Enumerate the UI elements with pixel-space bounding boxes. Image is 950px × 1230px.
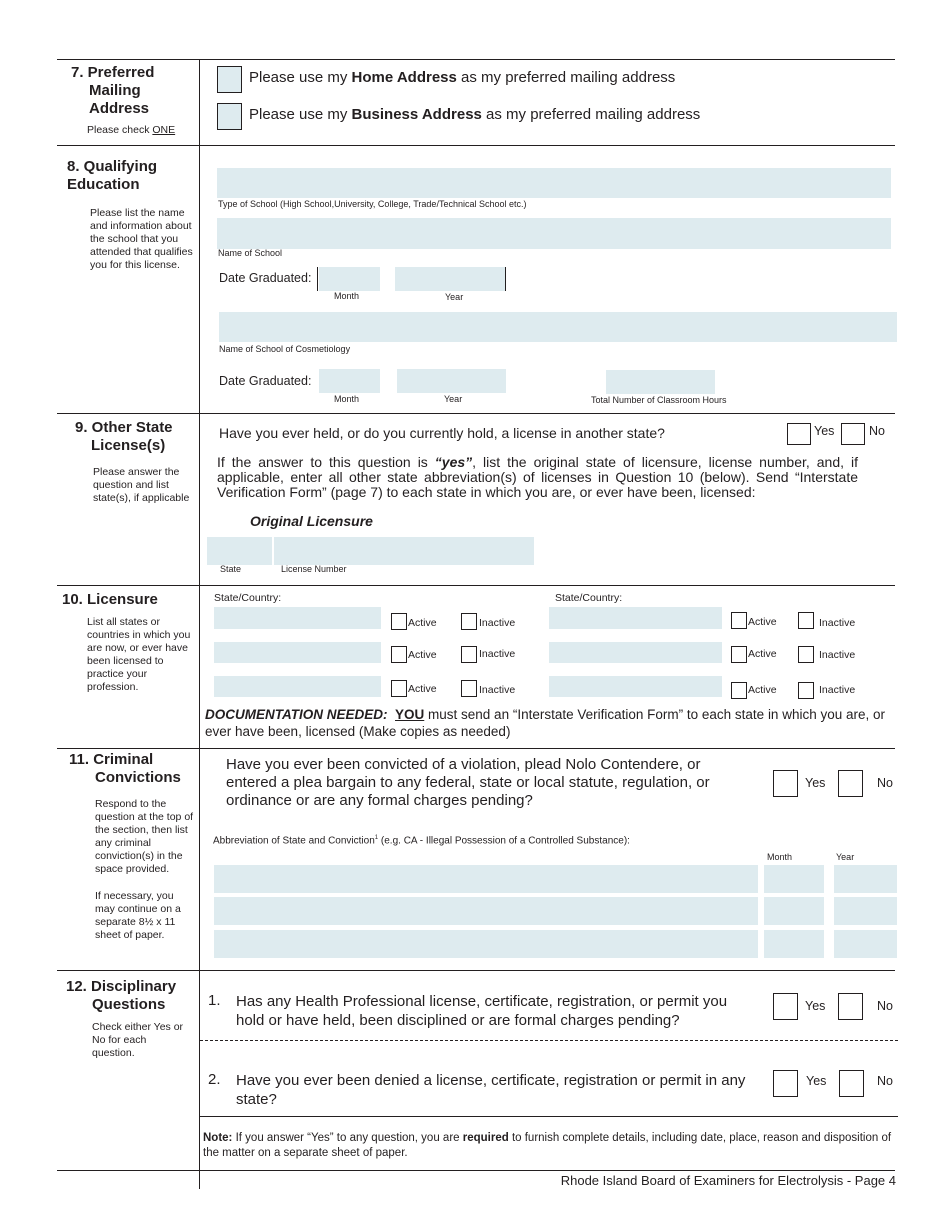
inactive-label: Inactive [479,617,516,629]
section-10-help: List all states or countries in which you are now, or ever have been licensed to practice your profession. [87,616,191,693]
active-label: Active [408,683,437,695]
month-caption: Month [334,291,360,301]
name-of-school-field[interactable] [217,218,891,249]
instr-post: , list the original state of licensure, license number, and, if applicable, enter all other state abbreviation(s) of licenses in Question 10 (below). Send “Interstate Verification Form” (page 7) to each state in which you are, or ever have been, licensed: [217,454,858,500]
instr-pre: If the answer to this question is [217,454,435,470]
conviction-abbreviation-caption [213,833,630,846]
type-of-school-caption: Type of School (High School,University, College, Trade/Technical School etc.) [218,199,527,209]
conviction-year-field[interactable] [834,897,897,925]
name-of-school-caption: Name of School [218,248,283,258]
classroom-hours-caption: Total Number of Classroom Hours [591,395,727,405]
q2-no-checkbox[interactable] [839,1070,864,1097]
date-graduated-label-2: Date Graduated: [219,374,312,388]
conviction-month-field[interactable] [764,897,824,925]
active-label: Active [748,684,777,696]
other-state-no-checkbox[interactable] [841,423,865,445]
section-divider [57,413,895,414]
section-divider [57,145,895,146]
active-checkbox[interactable] [391,613,407,630]
option-pre: Please use my [249,106,352,123]
year-caption-2: Year [444,394,463,404]
option-bold: Home Address [351,69,457,86]
documentation-needed-notice [205,706,898,740]
active-label: Active [408,649,437,661]
help-text: Please check [87,124,153,136]
note-rule [200,1116,898,1117]
conviction-year-field[interactable] [834,865,897,893]
conviction-field[interactable] [214,865,758,893]
no-label: No [877,999,893,1013]
section-11-title: 11. Criminal Convictions [69,751,181,786]
inactive-checkbox[interactable] [461,680,477,697]
state-country-field[interactable] [549,607,722,629]
section-12-title: 12. Disciplinary Questions [66,978,177,1013]
inactive-checkbox[interactable] [798,612,814,629]
instr-emph: “yes” [434,454,473,470]
section-12-help: Check either Yes or No for each question. [92,1021,184,1059]
inactive-label: Inactive [819,617,856,629]
section-9-help: Please answer the question and list state(s), if applicable [93,466,190,504]
yes-label: Yes [806,1074,827,1088]
option-pre: Please use my [249,69,352,86]
cosmetology-school-field[interactable] [219,312,897,342]
disciplinary-question-1: Has any Health Professional license, certificate, registration, or permit you hold or have held, been disciplined or are formal charges pending? [236,993,728,1029]
state-country-field[interactable] [214,676,381,697]
state-country-label: State/Country: [214,592,282,604]
no-label: No [869,424,885,438]
state-caption: State [220,564,242,574]
section-8-title: 8. Qualifying Education [67,158,158,193]
option-bold: Business Address [351,106,482,123]
inactive-checkbox[interactable] [461,613,477,630]
type-of-school-field[interactable] [217,168,891,198]
graduation-year-field[interactable] [395,267,505,291]
no-label: No [877,776,893,790]
year-caption: Year [445,292,464,302]
month-caption: Month [767,852,793,862]
active-checkbox[interactable] [731,682,747,699]
question-1-number: 1. [208,992,221,1009]
no-label: No [877,1074,893,1088]
inactive-checkbox[interactable] [798,682,814,699]
q1-yes-checkbox[interactable] [773,993,798,1020]
conviction-year-field[interactable] [834,930,897,958]
month-caption-2: Month [334,394,360,404]
conviction-month-field[interactable] [764,865,824,893]
doc-post: must send an “Interstate Verification Form” to each state in which you are, or ever have been, licensed (Make copies as needed) [205,707,885,739]
inactive-label: Inactive [819,649,856,661]
date-bracket-left [317,267,318,291]
state-country-field[interactable] [549,642,722,663]
section-divider [57,748,895,749]
business-address-checkbox[interactable] [217,103,242,130]
state-country-label-2: State/Country: [555,592,623,604]
conviction-month-field[interactable] [764,930,824,958]
inactive-checkbox[interactable] [461,646,477,663]
active-checkbox[interactable] [391,680,407,697]
other-state-instructions [217,455,858,500]
home-address-label [249,69,675,86]
note-post: to furnish complete details, including date, place, reason and disposition of the matter on a separate sheet of paper. [203,1132,892,1159]
yes-label: Yes [805,776,826,790]
note-label: Note: [203,1132,233,1144]
criminal-no-checkbox[interactable] [838,770,863,797]
original-state-field[interactable] [207,537,272,565]
active-label: Active [408,617,437,629]
cosmetology-school-caption: Name of School of Cosmetiology [219,344,351,354]
active-label: Active [748,616,777,628]
active-label: Active [748,648,777,660]
section-9-title: 9. Other State License(s) [75,419,173,454]
option-post: as my preferred mailing address [481,106,701,123]
inactive-label: Inactive [819,684,856,696]
section-11-help-1: Respond to the question at the top of the section, then list any criminal conviction(s) in the space provided. [95,798,194,875]
state-country-field[interactable] [214,607,381,629]
other-state-yes-checkbox[interactable] [787,423,811,445]
q1-no-checkbox[interactable] [838,993,863,1020]
license-number-caption: License Number [281,564,347,574]
conviction-field[interactable] [214,930,758,958]
note-pre: If you answer “Yes” to any question, you are [232,1132,463,1144]
conviction-field[interactable] [214,897,758,925]
doc-emph: DOCUMENTATION NEEDED: [205,707,388,722]
original-license-number-field[interactable] [274,537,534,565]
date-bracket-right [505,267,506,291]
section-10-title: 10. Licensure [62,591,158,608]
cosmetology-month-field[interactable] [319,369,380,393]
q2-yes-checkbox[interactable] [773,1070,798,1097]
doc-you: YOU [395,707,425,722]
graduation-month-field[interactable] [319,267,380,291]
top-rule [57,59,895,60]
original-licensure-heading: Original Licensure [250,513,373,529]
active-checkbox[interactable] [731,646,747,663]
classroom-hours-field[interactable] [606,370,715,394]
abbr-footnote: 1 [374,835,379,841]
inactive-label: Inactive [479,648,516,660]
inactive-label: Inactive [479,684,516,696]
year-caption: Year [836,852,855,862]
abbr-pre: Abbreviation of State and Conviction [213,835,375,847]
state-country-field[interactable] [214,642,381,663]
state-country-field[interactable] [549,676,722,697]
disciplinary-note [203,1131,893,1161]
bottom-rule [57,1170,895,1171]
abbr-post: (e.g. CA - Illegal Possession of a Controlled Substance): [378,835,630,847]
cosmetology-year-field[interactable] [397,369,506,393]
yes-label: Yes [805,999,826,1013]
yes-label: Yes [814,424,835,438]
section-7-help [87,124,175,137]
column-divider [199,59,200,1189]
help-emphasis: ONE [152,124,176,136]
section-divider [57,585,895,586]
option-post: as my preferred mailing address [456,69,676,86]
question-2-number: 2. [208,1071,221,1088]
other-state-question: Have you ever held, or do you currently hold, a license in another state? [219,425,665,441]
dashed-separator [200,1040,898,1041]
disciplinary-question-2: Have you ever been denied a license, certificate, registration or permit in any state? [236,1072,746,1108]
inactive-checkbox[interactable] [798,646,814,663]
date-graduated-label: Date Graduated: [219,271,312,285]
active-checkbox[interactable] [731,612,747,629]
note-bold: required [462,1132,509,1144]
page-footer: Rhode Island Board of Examiners for Electrolysis - Page 4 [560,1173,896,1188]
home-address-checkbox[interactable] [217,66,242,93]
section-11-help-2: If necessary, you may continue on a separate 8½ x 11 sheet of paper. [95,890,181,941]
active-checkbox[interactable] [391,646,407,663]
criminal-question: Have you ever been convicted of a violation, plead Nolo Contendere, or entered a plea bargain to any federal, state or local statute, regulation, or ordinance or are any formal charges pending? [226,756,710,809]
section-7-title: 7. Preferred Mailing Address [71,64,155,117]
section-divider [57,970,895,971]
section-8-help: Please list the name and information about the school that you attended that qualifies you for this license. [90,207,193,271]
business-address-label [249,106,700,123]
criminal-yes-checkbox[interactable] [773,770,798,797]
